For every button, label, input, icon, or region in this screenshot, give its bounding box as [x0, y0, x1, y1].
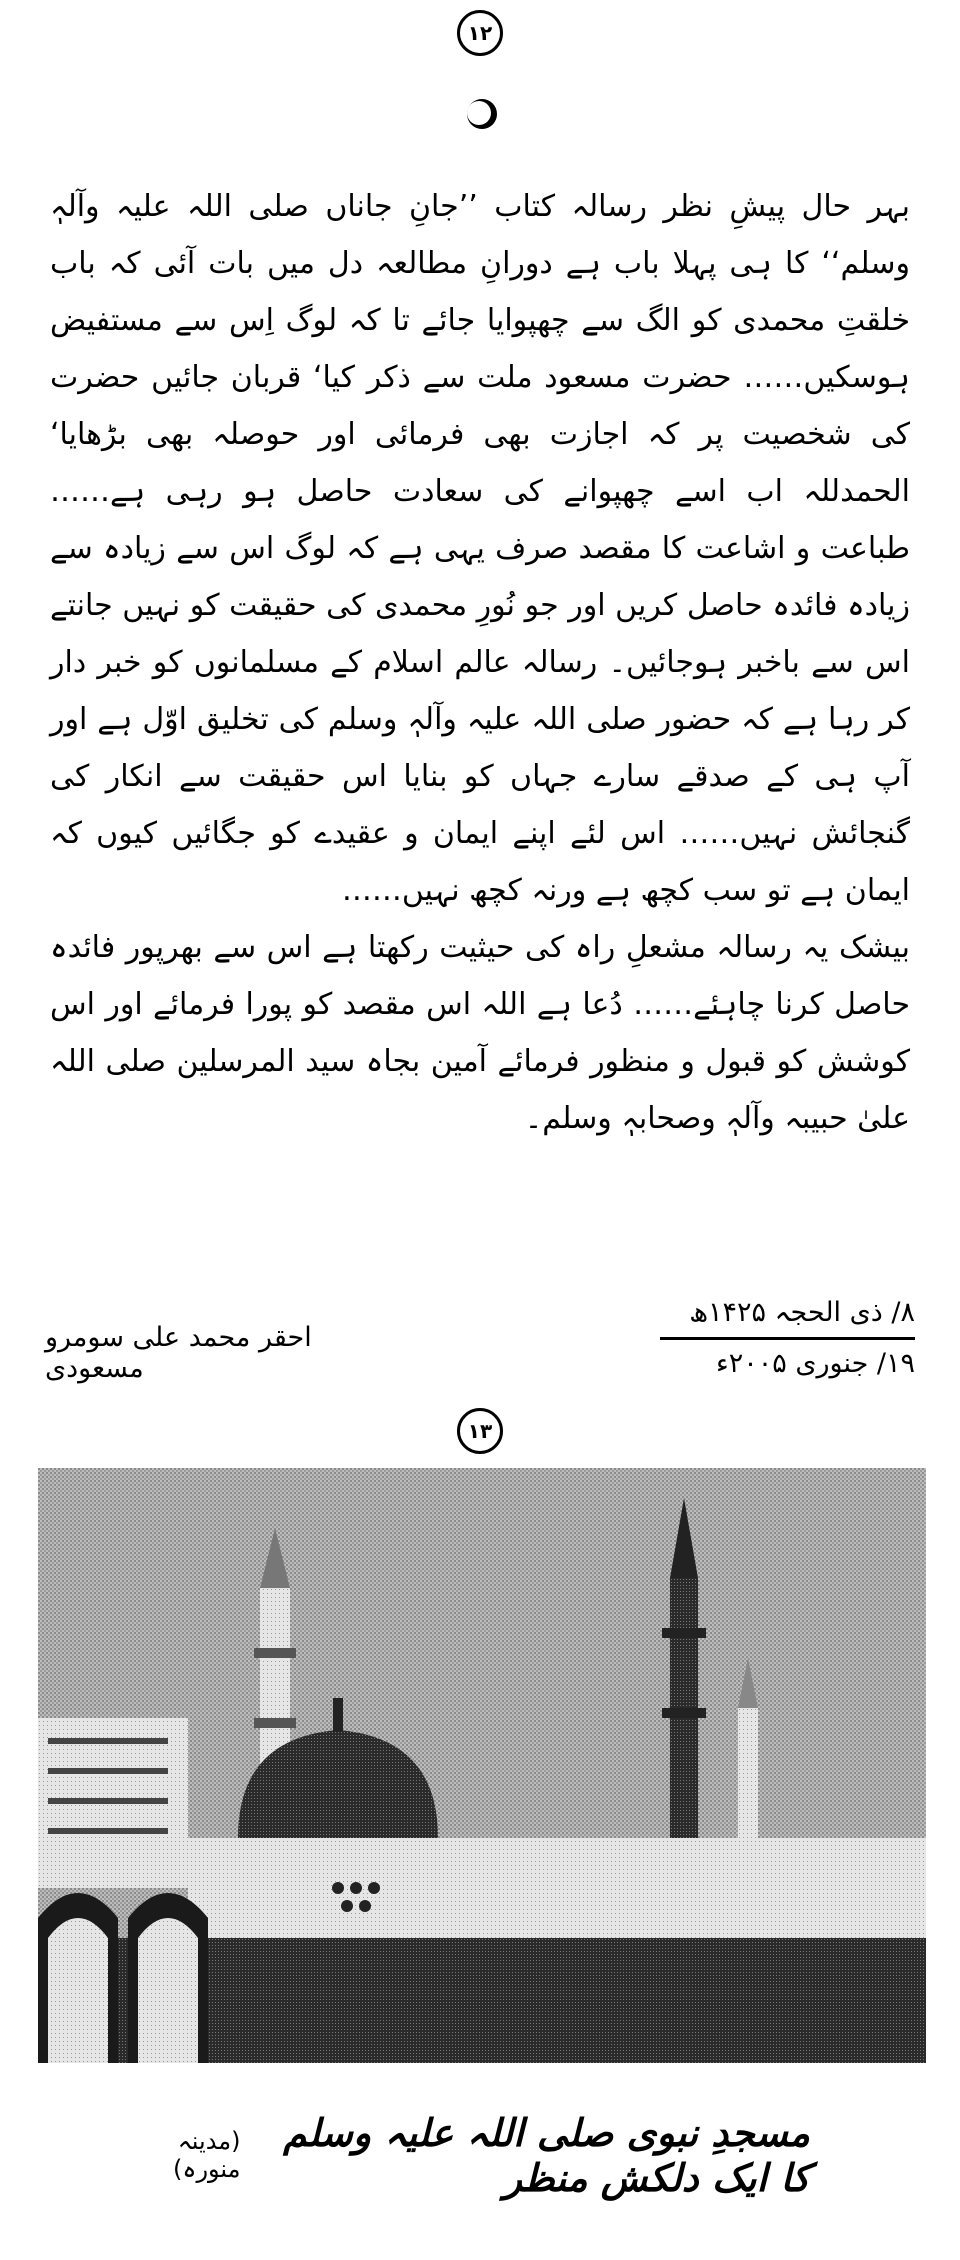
main-text: [50, 178, 910, 1147]
mosque-photo-icon: [38, 1468, 926, 2063]
page-number-top: [0, 10, 960, 56]
photo-caption: [150, 2110, 810, 2200]
page-number-bottom: [0, 1408, 960, 1454]
page-number-badge: ۱۳: [457, 1408, 503, 1454]
caption-location: (مدینہ منورہ): [173, 2127, 241, 2183]
paragraph-2: بیشک یہ رسالہ مشعلِ راہ کی حیثیت رکھتا ہے اس سے بھرپور فائدہ حاصل کرنا چاہئے…… دُعا ہے اللہ اس مقصد کو پورا فرمائے اور اس کوشش کو قبول و منظور فرمائے آمین بجاہ سید المرسلین صلی اللہ علیٰ حبیبہ وآلہٖ وصحابہٖ وسلم۔: [50, 930, 910, 1136]
gregorian-date: ۱۹/ جنوری ۲۰۰۵ء: [716, 1348, 915, 1379]
crescent-icon: [464, 96, 500, 132]
caption-title: مسجدِ نبوی صلی اللہ علیہ وسلم کا ایک دلکش منظر: [283, 2110, 810, 2200]
author-signature: احقر محمد علی سومرو مسعودی: [45, 1322, 312, 1384]
hijri-date: ۸/ ذی الحجہ ۱۴۲۵ھ: [660, 1293, 915, 1340]
date-block: [660, 1293, 915, 1384]
page-number-badge: ۱۲: [457, 10, 503, 56]
paragraph-1: بہر حال پیشِ نظر رسالہ کتاب ’’جانِ جاناں صلی اللہ علیہ وآلہٖ وسلم‘‘ کا ہی پہلا باب ہے دورانِ مطالعہ دل میں بات آئی کہ باب خلقتِ محمدی کو الگ سے چھپوایا جائے تا کہ لوگ اِس سے مستفیض ہوسکیں…… حضرت مسعود ملت سے ذکر کیا‘ قربان جائیں حضرت کی شخصیت پر کہ اجازت بھی فرمائی اور حوصلہ بھی بڑھایا‘ الحمدللہ اب اسے چھپوانے کی سعادت حاصل ہو رہی ہے…… طباعت و اشاعت کا مقصد صرف یہی ہے کہ لوگ اس سے زیادہ سے زیادہ فائدہ حاصل کریں اور جو نُورِ محمدی کی حقیقت کو نہیں جانتے اس سے باخبر ہوجائیں۔ رسالہ عالم اسلام کے مسلمانوں کو خبر دار کر رہا ہے کہ حضور صلی اللہ علیہ وآلہٖ وسلم کی تخلیق اوّل ہے اور آپ ہی کے صدقے سارے جہاں کو بنایا اس حقیقت سے انکار کی گنجائش نہیں…… اس لئے اپنے ایمان و عقیدے کو جگائیں کیوں کہ ایمان ہے تو سب کچھ ہے ورنہ کچھ نہیں……: [50, 189, 910, 908]
